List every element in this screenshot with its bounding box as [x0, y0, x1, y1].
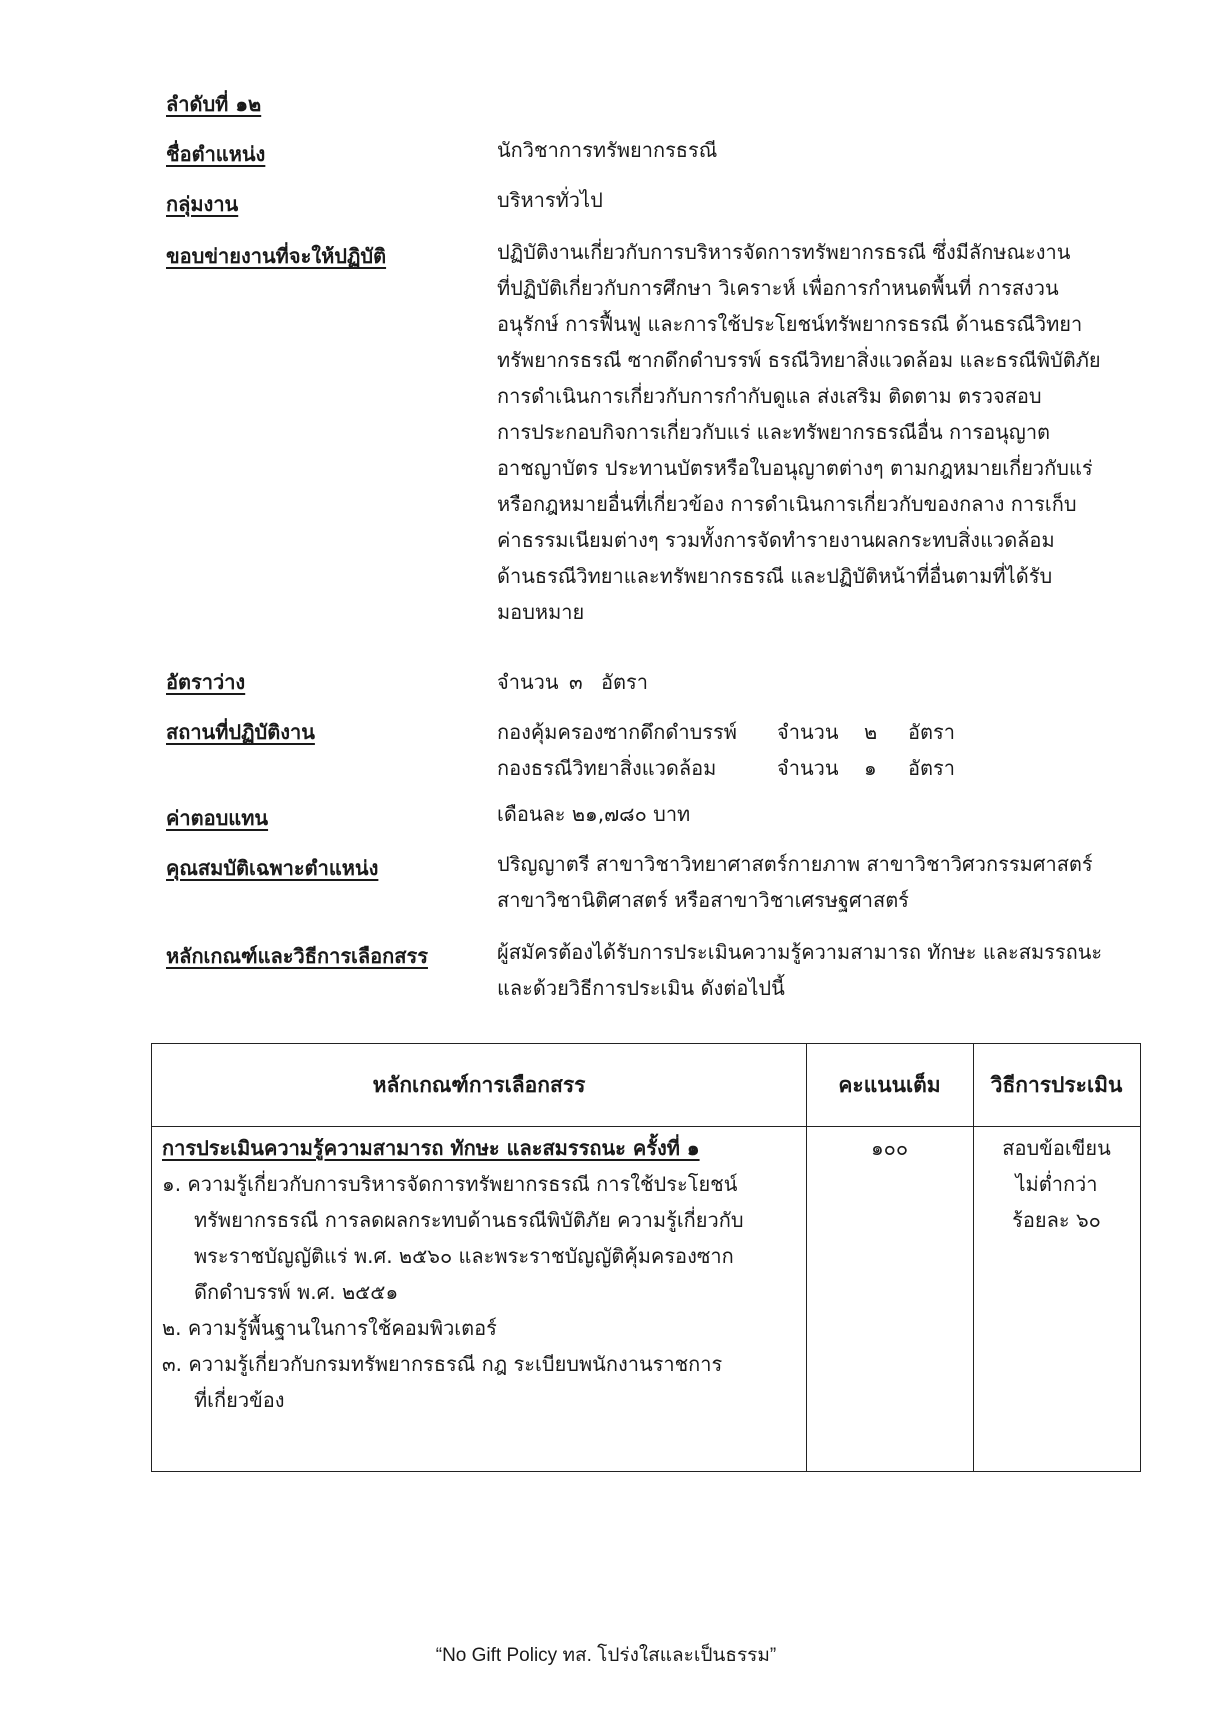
- scope-line: อนุรักษ์ การฟื้นฟู และการใช้ประโยชน์ทรัพยากรธรณี ด้านธรณีวิทยา: [497, 312, 1083, 336]
- criteria-table: [151, 1043, 1141, 1472]
- criteria-item: ๑. ความรู้เกี่ยวกับการบริหารจัดการทรัพยากรธรณี การใช้ประโยชน์: [162, 1172, 738, 1196]
- method-line: สอบข้อเขียน: [1002, 1136, 1111, 1160]
- workplace-count: ๒: [864, 720, 878, 744]
- footer-slogan: “No Gift Policy ทส. โปร่งใสและเป็นธรรม”: [435, 1645, 777, 1666]
- header-method: วิธีการประเมิน: [990, 1072, 1123, 1097]
- workplace-unit: อัตรา: [908, 720, 955, 744]
- scope-label: ขอบข่ายงานที่จะให้ปฏิบัติ: [166, 244, 387, 268]
- scope-line: ที่ปฏิบัติเกี่ยวกับการศึกษา วิเคราะห์ เพื่อการกำหนดพื้นที่ การสงวน: [497, 276, 1059, 300]
- scope-line: มอบหมาย: [497, 600, 585, 624]
- scope-line: ค่าธรรมเนียมต่างๆ รวมทั้งการจัดทำรายงานผลกระทบสิ่งแวดล้อม: [497, 528, 1055, 552]
- criteria-item: ดึกดำบรรพ์ พ.ศ. ๒๕๕๑: [194, 1280, 399, 1304]
- workgroup-value: บริหารทั่วไป: [497, 188, 603, 212]
- vacancy-unit: อัตรา: [601, 670, 648, 694]
- selection-label: หลักเกณฑ์และวิธีการเลือกสรร: [166, 944, 428, 968]
- position-value: นักวิชาการทรัพยากรธรณี: [497, 138, 718, 162]
- qualification-value: [497, 846, 1107, 918]
- criteria-item: ที่เกี่ยวข้อง: [194, 1388, 285, 1412]
- order-label: ลำดับที่ ๑๒: [166, 92, 262, 116]
- workplace-unit: อัตรา: [908, 756, 955, 780]
- workplace-label: สถานที่ปฏิบัติงาน: [166, 720, 315, 744]
- method-cell: [973, 1130, 1140, 1238]
- workplace-prefix: จำนวน: [777, 756, 839, 780]
- vacancy-prefix: จำนวน: [497, 670, 559, 694]
- selection-line: และด้วยวิธีการประเมิน ดังต่อไปนี้: [497, 976, 785, 1000]
- workplace-count: ๑: [864, 756, 877, 780]
- position-label: ชื่อตำแหน่ง: [166, 142, 266, 166]
- scope-line: การดำเนินการเกี่ยวกับการกำกับดูแล ส่งเสริม ติดตาม ตรวจสอบ: [497, 384, 1042, 408]
- scope-line: ด้านธรณีวิทยาและทรัพยากรธรณี และปฏิบัติหน้าที่อื่นตามที่ได้รับ: [497, 564, 1053, 588]
- criteria-section-title: การประเมินความรู้ความสามารถ ทักษะ และสมรรถนะ ครั้งที่ ๑: [162, 1136, 700, 1160]
- criteria-item: ๓. ความรู้เกี่ยวกับกรมทรัพยากรธรณี กฎ ระเบียบพนักงานราชการ: [162, 1352, 723, 1376]
- workplace-office: กองธรณีวิทยาสิ่งแวดล้อม: [497, 756, 717, 780]
- salary-label: ค่าตอบแทน: [166, 806, 269, 830]
- selection-value: [497, 934, 1107, 1006]
- workplace-office: กองคุ้มครองซากดึกดำบรรพ์: [497, 720, 737, 744]
- scope-line: อาชญาบัตร ประทานบัตรหรือใบอนุญาตต่างๆ ตามกฎหมายเกี่ยวกับแร่: [497, 456, 1093, 480]
- criteria-item: ทรัพยากรธรณี การลดผลกระทบด้านธรณีพิบัติภัย ความรู้เกี่ยวกับ: [194, 1208, 744, 1232]
- selection-line: ผู้สมัครต้องได้รับการประเมินความรู้ความสามารถ ทักษะ และสมรรถนะ: [497, 940, 1103, 964]
- workplace-prefix: จำนวน: [777, 720, 839, 744]
- scope-line: การประกอบกิจการเกี่ยวกับแร่ และทรัพยากรธรณีอื่น การอนุญาต: [497, 420, 1051, 444]
- vacancy-label: อัตราว่าง: [166, 670, 246, 694]
- qualification-line: สาขาวิชานิติศาสตร์ หรือสาขาวิชาเศรษฐศาสตร์: [497, 888, 909, 912]
- salary-value: เดือนละ ๒๑,๗๘๐ บาท: [497, 802, 691, 826]
- criteria-item: พระราชบัญญัติแร่ พ.ศ. ๒๕๖๐ และพระราชบัญญัติคุ้มครองซาก: [194, 1244, 734, 1268]
- header-criteria: หลักเกณฑ์การเลือกสรร: [372, 1072, 586, 1097]
- header-full-score: คะแนนเต็ม: [838, 1072, 941, 1097]
- scope-line: ทรัพยากรธรณี ซากดึกดำบรรพ์ ธรณีวิทยาสิ่งแวดล้อม และธรณีพิบัติภัย: [497, 348, 1101, 372]
- scope-line: ปฏิบัติงานเกี่ยวกับการบริหารจัดการทรัพยากรธรณี ซึ่งมีลักษณะงาน: [497, 240, 1071, 264]
- score-cell: [806, 1130, 973, 1166]
- full-score-value: ๑๐๐: [870, 1136, 909, 1160]
- criteria-cell: [162, 1130, 802, 1418]
- method-line: ไม่ต่ำกว่า: [1015, 1172, 1098, 1196]
- criteria-item: ๒. ความรู้พื้นฐานในการใช้คอมพิวเตอร์: [162, 1316, 497, 1340]
- method-line: ร้อยละ ๖๐: [1012, 1208, 1101, 1232]
- scope-value: [497, 234, 1107, 630]
- qualification-line: ปริญญาตรี สาขาวิชาวิทยาศาสตร์กายภาพ สาขาวิชาวิศวกรรมศาสตร์: [497, 852, 1093, 876]
- scope-line: หรือกฎหมายอื่นที่เกี่ยวข้อง การดำเนินการเกี่ยวกับของกลาง การเก็บ: [497, 492, 1077, 516]
- qualification-label: คุณสมบัติเฉพาะตำแหน่ง: [166, 856, 379, 880]
- workgroup-label: กลุ่มงาน: [166, 192, 239, 216]
- vacancy-count: ๓: [569, 670, 583, 694]
